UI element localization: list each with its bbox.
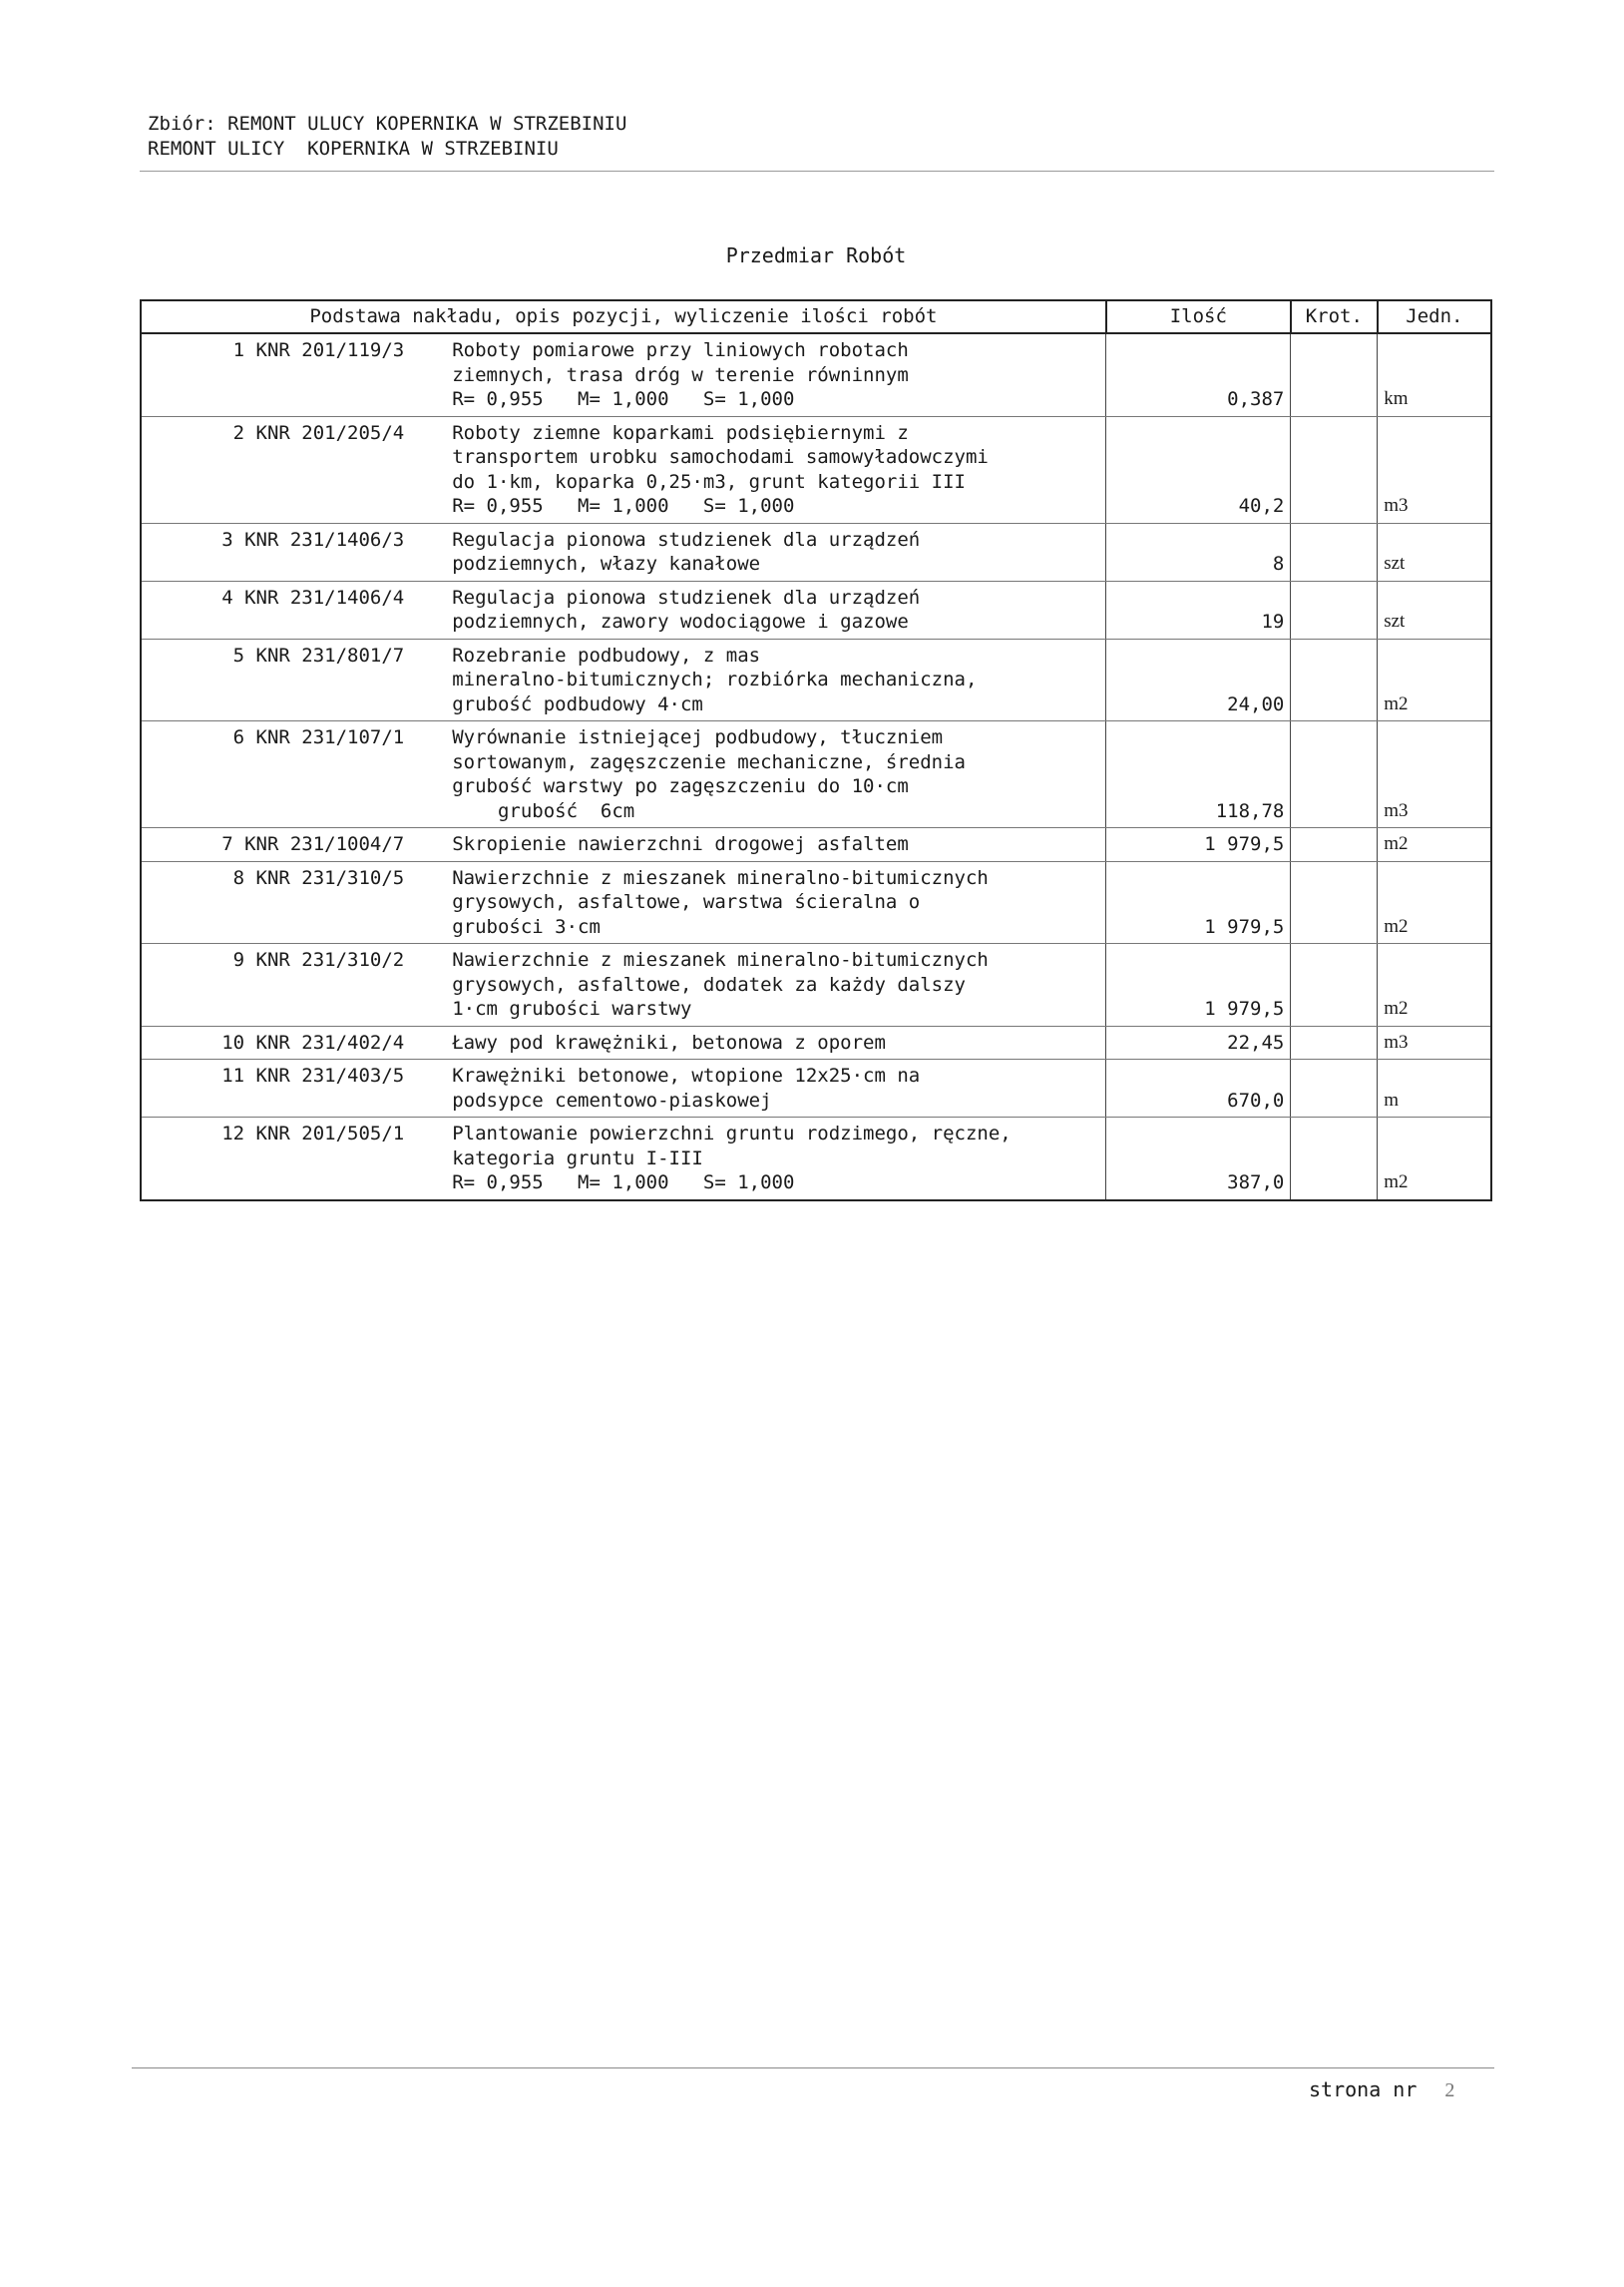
table-row [141,333,1491,416]
position-code: 11 KNR 231/403/5 [141,1060,414,1118]
table-row [141,523,1491,581]
position-code: 3 KNR 231/1406/3 [141,523,414,581]
description-line: grysowych, asfaltowe, dodatek za każdy dalszy [452,973,966,996]
quantity-cell: 670,0 [1106,1060,1291,1118]
description-line: Regulacja pionowa studzienek dla urządzeń [452,528,921,551]
page-footer [1309,2077,1454,2102]
position-description [414,1060,1106,1118]
position-code: 8 KNR 231/310/5 [141,861,414,944]
unit-cell: m2 [1378,828,1491,862]
unit-cell: m3 [1378,1026,1491,1060]
description-line: kategoria gruntu I-III [452,1146,703,1169]
quantity-cell: 19 [1106,581,1291,639]
position-description [414,944,1106,1027]
unit-cell: szt [1378,523,1491,581]
multiplicity-cell [1291,1026,1378,1060]
description-line: Krawężniki betonowe, wtopione 12x25·cm na [452,1065,921,1087]
table-row [141,581,1491,639]
quantity-cell: 40,2 [1106,416,1291,523]
table-header-row [141,300,1491,333]
position-description [414,721,1106,828]
description-line: do 1·km, koparka 0,25·m3, grunt kategorii III [452,470,966,493]
position-code: 5 KNR 231/801/7 [141,639,414,721]
table-row [141,1026,1491,1060]
description-line: Skropienie nawierzchni drogowej asfaltem [452,833,909,855]
multiplicity-cell [1291,944,1378,1027]
position-description [414,1118,1106,1200]
footer-divider [132,2067,1494,2068]
description-line: Plantowanie powierzchni gruntu rodzimego, ręczne, [452,1123,1012,1144]
position-description [414,639,1106,721]
unit-cell: km [1378,333,1491,416]
position-code: 7 KNR 231/1004/7 [141,828,414,862]
description-line: grubości 3·cm [452,915,601,938]
description-line: podziemnych, włazy kanałowe [452,553,761,575]
quantity-cell: 8 [1106,523,1291,581]
description-line: ziemnych, trasa dróg w terenie równinnym [452,363,909,386]
document-header [148,112,626,162]
position-code: 4 KNR 231/1406/4 [141,581,414,639]
description-line: Ławy pod krawężniki, betonowa z oporem [452,1031,886,1054]
table-row [141,828,1491,862]
document-title-text: Przedmiar Robót [725,243,907,267]
position-description [414,416,1106,523]
description-line: Roboty pomiarowe przy liniowych robotach [452,339,909,361]
multiplicity-cell [1291,416,1378,523]
description-line: Regulacja pionowa studzienek dla urządzeń [452,586,921,609]
collection-line: Zbiór: REMONT ULUCY KOPERNIKA W STRZEBINIU [148,113,627,135]
position-description [414,581,1106,639]
header-unit: Jedn. [1378,300,1491,333]
table-row [141,944,1491,1027]
description-line: grubość warstwy po zagęszczeniu do 10·cm [452,775,909,797]
header-multiplicity: Krot. [1291,300,1378,333]
header-quantity: Ilość [1106,300,1291,333]
header-divider [140,171,1494,172]
position-code: 1 KNR 201/119/3 [141,333,414,416]
unit-cell: m2 [1378,944,1491,1027]
description-line: Wyrównanie istniejącej podbudowy, tłuczniem [452,726,944,748]
unit-cell: m [1378,1060,1491,1118]
unit-cell: m2 [1378,1118,1491,1200]
description-line: transportem urobku samochodami samowyładowczymi [452,446,989,468]
description-line: Roboty ziemne koparkami podsiębiernymi z [452,421,909,444]
quantity-cell: 118,78 [1106,721,1291,828]
description-line: Nawierzchnie z mieszanek mineralno-bitumicznych [452,949,989,971]
unit-cell: szt [1378,581,1491,639]
multiplicity-cell [1291,828,1378,862]
position-description [414,828,1106,862]
project-line: REMONT ULICY KOPERNIKA W STRZEBINIU [148,138,559,160]
document-title [0,243,1624,267]
unit-cell: m2 [1378,639,1491,721]
quantity-cell: 1 979,5 [1106,944,1291,1027]
page-number: 2 [1444,2079,1455,2101]
quantity-cell: 1 979,5 [1106,861,1291,944]
table-row [141,861,1491,944]
position-code: 10 KNR 231/402/4 [141,1026,414,1060]
position-code: 2 KNR 201/205/4 [141,416,414,523]
description-line: 1·cm grubości warstwy [452,998,692,1020]
position-description [414,1026,1106,1060]
multiplicity-cell [1291,861,1378,944]
page-label: strona nr [1309,2077,1418,2101]
position-code: 12 KNR 201/505/1 [141,1118,414,1200]
multiplicity-cell [1291,581,1378,639]
quantity-cell: 0,387 [1106,333,1291,416]
multiplicity-cell [1291,1060,1378,1118]
description-line: grubość podbudowy 4·cm [452,692,703,715]
quantity-cell: 24,00 [1106,639,1291,721]
quantity-cell: 387,0 [1106,1118,1291,1200]
description-line: sortowanym, zagęszczenie mechaniczne, średnia [452,750,966,773]
table-row [141,639,1491,721]
description-line: podziemnych, zawory wodociągowe i gazowe [452,611,909,633]
table-row [141,1118,1491,1200]
multiplicity-cell [1291,639,1378,721]
multiplicity-cell [1291,721,1378,828]
table-row [141,416,1491,523]
position-code: 9 KNR 231/310/2 [141,944,414,1027]
header-description: Podstawa nakładu, opis pozycji, wyliczenie ilości robót [141,300,1106,333]
position-description [414,861,1106,944]
multiplicity-cell [1291,333,1378,416]
unit-cell: m3 [1378,721,1491,828]
position-description [414,523,1106,581]
multiplicity-cell [1291,1118,1378,1200]
description-line: mineralno-bitumicznych; rozbiórka mechaniczna, [452,669,978,690]
description-line: grysowych, asfaltowe, warstwa ścieralna o [452,891,921,913]
unit-cell: m3 [1378,416,1491,523]
description-line: podsypce cementowo-piaskowej [452,1089,772,1112]
unit-cell: m2 [1378,861,1491,944]
position-code: 6 KNR 231/107/1 [141,721,414,828]
quantity-cell: 1 979,5 [1106,828,1291,862]
table-row [141,721,1491,828]
description-line: Nawierzchnie z mieszanek mineralno-bitumicznych [452,866,989,889]
description-line: Rozebranie podbudowy, z mas [452,644,761,667]
quantity-cell: 22,45 [1106,1026,1291,1060]
bill-of-quantities-table [140,299,1492,1201]
table-row [141,1060,1491,1118]
description-line: R= 0,955 M= 1,000 S= 1,000 [452,388,795,410]
description-line: grubość 6cm [452,799,635,822]
table-body [141,333,1491,1200]
position-description [414,333,1106,416]
multiplicity-cell [1291,523,1378,581]
description-line: R= 0,955 M= 1,000 S= 1,000 [452,495,795,517]
description-line: R= 0,955 M= 1,000 S= 1,000 [452,1171,795,1193]
